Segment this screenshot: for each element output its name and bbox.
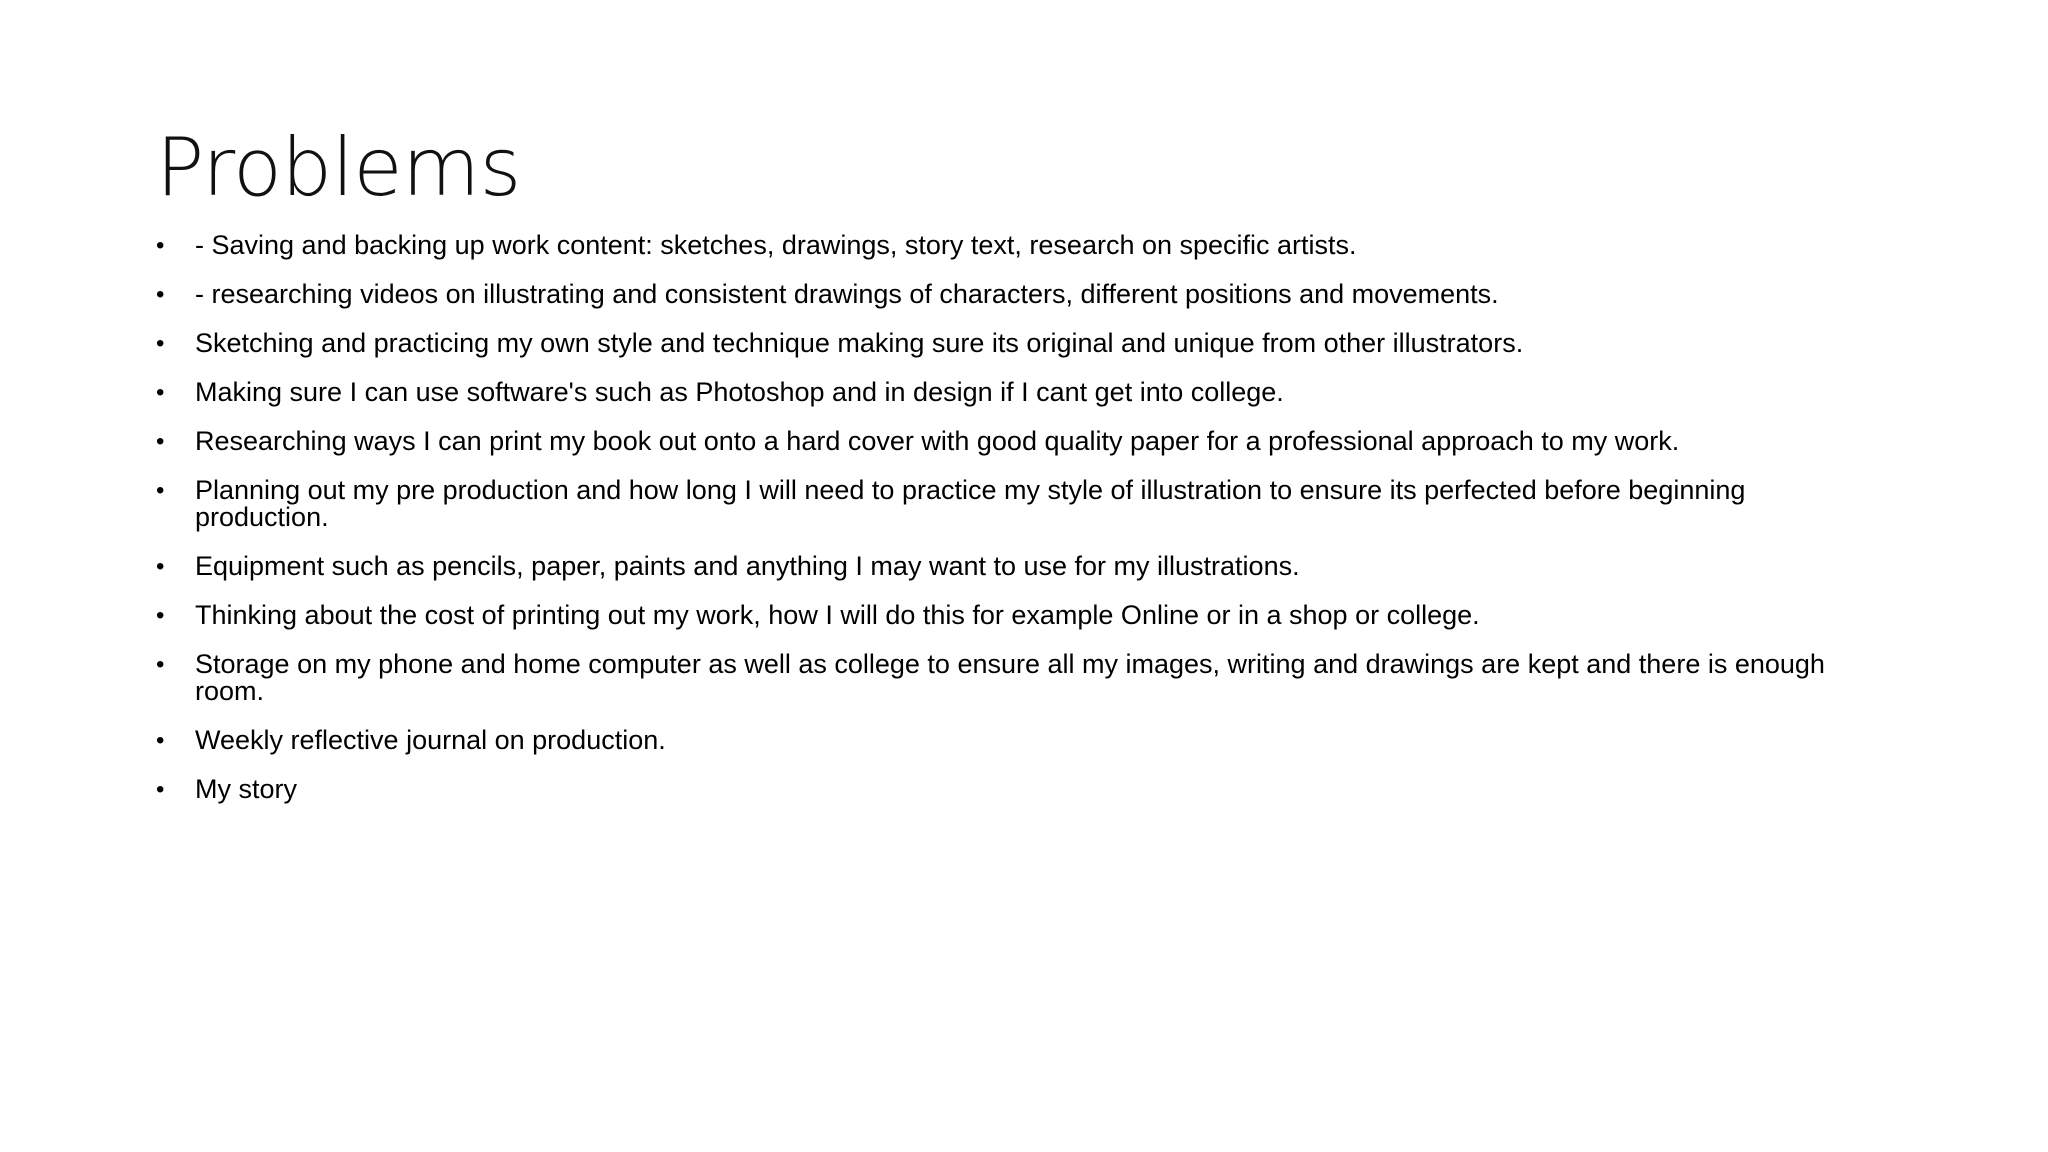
bullet-item bbox=[156, 330, 1876, 357]
bullet-item bbox=[156, 553, 1876, 580]
bullet-icon: • bbox=[156, 232, 165, 259]
bullet-icon: • bbox=[156, 281, 165, 308]
bullet-icon: • bbox=[156, 477, 165, 504]
bullet-icon: • bbox=[156, 602, 165, 629]
bullet-item bbox=[156, 727, 1876, 754]
bullet-text: Equipment such as pencils, paper, paints and anything I may want to use for my illustrations. bbox=[195, 551, 1300, 581]
slide-title: Problems bbox=[156, 121, 521, 214]
bullet-text: - Saving and backing up work content: sketches, drawings, story text, research on specific artists. bbox=[195, 230, 1357, 260]
bullet-item bbox=[156, 428, 1876, 455]
bullet-text: My story bbox=[195, 774, 298, 804]
bullet-icon: • bbox=[156, 379, 165, 406]
bullet-text: Planning out my pre production and how long I will need to practice my style of illustration to ensure its perfected before beginning production. bbox=[195, 475, 1746, 532]
bullet-item bbox=[156, 477, 1876, 531]
bullet-list bbox=[156, 232, 1876, 825]
bullet-icon: • bbox=[156, 776, 165, 803]
bullet-text: Sketching and practicing my own style and technique making sure its original and unique from other illustrators. bbox=[195, 328, 1524, 358]
bullet-text: Thinking about the cost of printing out my work, how I will do this for example Online or in a shop or college. bbox=[195, 600, 1480, 630]
bullet-text: Storage on my phone and home computer as well as college to ensure all my images, writing and drawings are kept and there is enough room. bbox=[195, 649, 1825, 706]
bullet-icon: • bbox=[156, 727, 165, 754]
bullet-item bbox=[156, 602, 1876, 629]
bullet-text: Making sure I can use software's such as Photoshop and in design if I cant get into college. bbox=[195, 377, 1284, 407]
bullet-item bbox=[156, 281, 1876, 308]
bullet-icon: • bbox=[156, 428, 165, 455]
bullet-item bbox=[156, 379, 1876, 406]
bullet-text: Researching ways I can print my book out onto a hard cover with good quality paper for a professional approach to my work. bbox=[195, 426, 1680, 456]
bullet-item bbox=[156, 232, 1876, 259]
bullet-item bbox=[156, 651, 1876, 705]
bullet-icon: • bbox=[156, 553, 165, 580]
bullet-text: Weekly reflective journal on production. bbox=[195, 725, 666, 755]
bullet-icon: • bbox=[156, 651, 165, 678]
bullet-item bbox=[156, 776, 1876, 803]
bullet-icon: • bbox=[156, 330, 165, 357]
bullet-text: - researching videos on illustrating and consistent drawings of characters, different positions and movements. bbox=[195, 279, 1499, 309]
